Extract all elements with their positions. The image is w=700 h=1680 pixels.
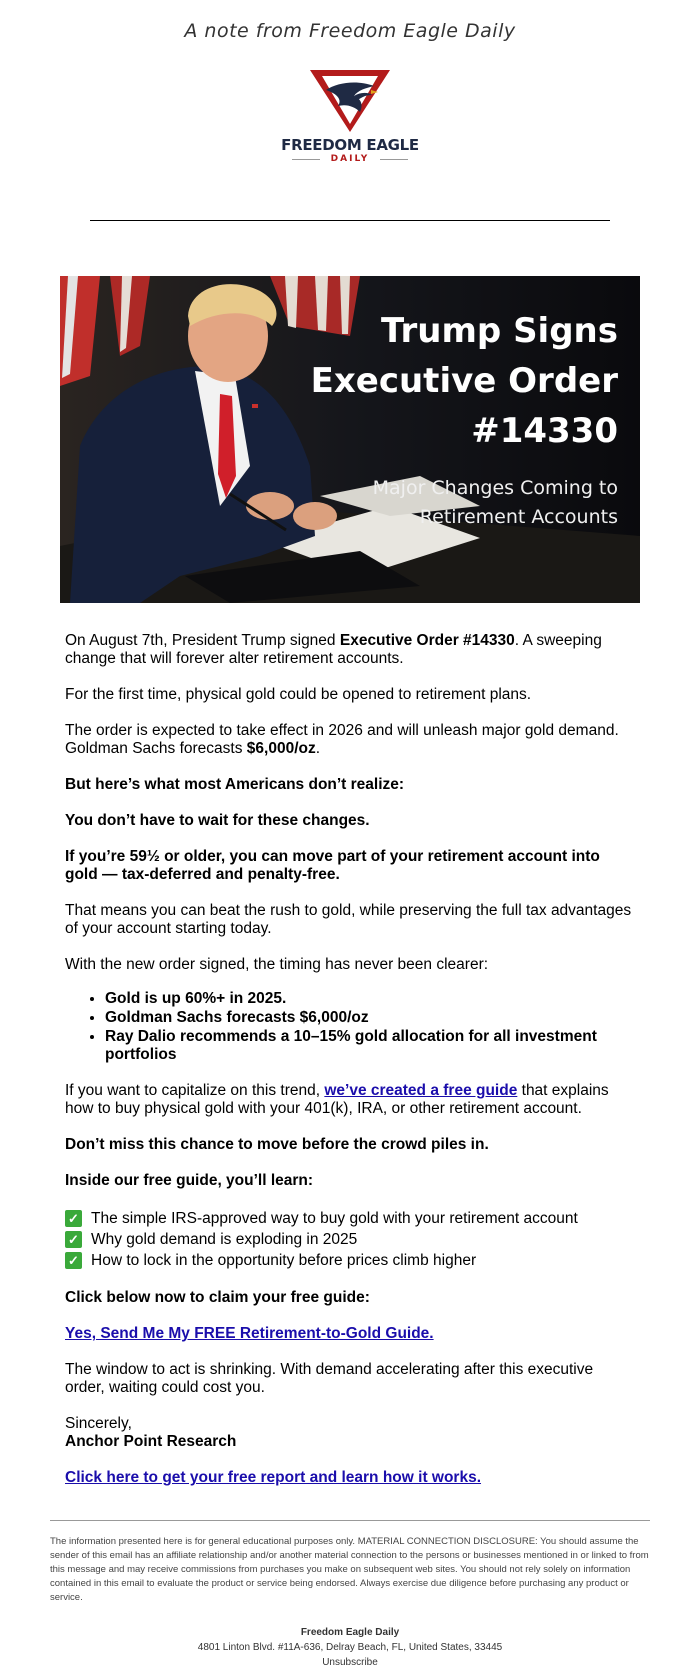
checklist <box>65 1208 635 1271</box>
check-text: The simple IRS-approved way to buy gold with your retirement account <box>91 1209 578 1227</box>
signature <box>65 1415 635 1451</box>
check-text: How to lock in the opportunity before prices climb higher <box>91 1251 477 1269</box>
hero-line-1: Trump Signs <box>381 311 618 351</box>
paragraph-forecast <box>65 722 635 758</box>
signer: Anchor Point Research <box>65 1433 237 1450</box>
signoff: Sincerely, <box>65 1415 132 1432</box>
list-item: • Gold is up 60%+ in 2025. <box>105 990 635 1008</box>
unsubscribe-link[interactable]: Unsubscribe <box>322 1657 378 1668</box>
eagle-shield-icon <box>308 68 392 134</box>
paragraph-dont-miss <box>65 1136 635 1154</box>
intro-text: On August 7th, President Trump signed <box>65 632 340 649</box>
paragraph-cta-1 <box>65 1325 635 1343</box>
hero-headline <box>311 306 618 532</box>
paragraph-age <box>65 848 635 884</box>
intro-text-end: . A sweeping change that will forever alter retirement accounts. <box>65 632 602 667</box>
list-item: • Goldman Sachs forecasts $6,000/oz <box>105 1009 635 1027</box>
header-divider <box>90 220 610 221</box>
wait-bold: You don’t have to wait for these changes. <box>65 812 370 829</box>
paragraph-window: The window to act is shrinking. With demand accelerating after this executive order, waiting could cost you. <box>65 1361 594 1396</box>
paragraph-timing: With the new order signed, the timing has never been clearer: <box>65 956 489 973</box>
inside-bold: Inside our free guide, you’ll learn: <box>65 1172 314 1189</box>
header-note: A note from Freedom Eagle Daily <box>184 20 516 42</box>
check-icon: ✓ <box>65 1210 82 1227</box>
intro-bold: Executive Order #14330 <box>339 632 515 649</box>
footer-address-block <box>0 1625 700 1670</box>
logo-divider-right <box>380 159 408 160</box>
list-item <box>65 1250 635 1271</box>
footer-divider <box>50 1520 650 1521</box>
list-item <box>65 1229 635 1250</box>
click-below-bold: Click below now to claim your free guide: <box>65 1289 370 1306</box>
freedom-eagle-logo <box>280 68 420 168</box>
bullet-list <box>105 990 635 1064</box>
paragraph-wait <box>65 812 635 830</box>
paragraph-cta-2 <box>65 1469 635 1487</box>
forecast-text: The order is expected to take effect in 2026 and will unleash major gold demand. Goldman Sachs forecasts <box>65 722 619 757</box>
list-item <box>65 1208 635 1229</box>
paragraph-guide <box>65 1082 635 1118</box>
paragraph-inside <box>65 1172 635 1190</box>
free-guide-link[interactable]: we’ve created a free guide <box>324 1082 518 1099</box>
footer-disclosure: The information presented here is for general educational purposes only. MATERIAL CONNECTION DISCLOSURE: You should assume the sender of this email has an affiliate relationship and/or another material connection to the persons or businesses mentioned in or linked to from this message and may receive commissions from purchases you make on subsequent web sites. You should not rely solely on information contained in this email to evaluate the product or service being endorsed. Always exercise due diligence before purchasing any product or service. <box>50 1536 649 1603</box>
hero-line-3: #14330 <box>471 411 618 451</box>
guide-text-end: that explains how to buy physical gold with your 401(k), IRA, or other retirement account. <box>65 1082 609 1117</box>
footer-company <box>0 1625 700 1640</box>
footer-address: 4801 Linton Blvd. #11A-636, Delray Beach, FL, United States, 33445 <box>197 1642 503 1653</box>
guide-text: If you want to capitalize on this trend, <box>65 1082 325 1099</box>
realize-bold: But here’s what most Americans don’t realize: <box>65 776 405 793</box>
list-item: • Ray Dalio recommends a 10–15% gold allocation for all investment portfolios <box>105 1028 635 1064</box>
hero-banner[interactable] <box>60 276 640 603</box>
hero-line-2: Executive Order <box>310 361 618 401</box>
paragraph-intro <box>65 632 635 668</box>
footer-unsubscribe-row <box>0 1655 700 1670</box>
paragraph-beat-rush: That means you can beat the rush to gold, while preserving the full tax advantages of your account starting today. <box>65 902 632 937</box>
email-body <box>65 632 635 1505</box>
logo-name: FREEDOM EAGLE <box>281 136 419 154</box>
forecast-bold: $6,000/oz <box>246 740 316 757</box>
check-icon: ✓ <box>65 1231 82 1248</box>
check-text: Why gold demand is exploding in 2025 <box>91 1230 358 1248</box>
hero-sub-line-1: Major Changes Coming to <box>372 477 618 499</box>
paragraph-click-below <box>65 1289 635 1307</box>
forecast-end: . <box>315 740 321 757</box>
free-report-link[interactable]: Click here to get your free report and learn how it works. <box>65 1469 482 1486</box>
check-icon: ✓ <box>65 1252 82 1269</box>
paragraph-realize <box>65 776 635 794</box>
hero-sub-line-2: Retirement Accounts <box>419 506 618 528</box>
age-bold: If you’re 59½ or older, you can move part of your retirement account into gold — tax-deferred and penalty-free. <box>65 848 600 883</box>
dont-miss-bold: Don’t miss this chance to move before the crowd piles in. <box>65 1136 489 1153</box>
paragraph-first-time: For the first time, physical gold could be opened to retirement plans. <box>65 686 532 703</box>
hero-subtitle <box>311 474 618 532</box>
logo-sub: DAILY <box>330 154 370 164</box>
free-guide-cta-link[interactable]: Yes, Send Me My FREE Retirement-to-Gold Guide. <box>65 1325 434 1342</box>
company-name: Freedom Eagle Daily <box>300 1627 400 1638</box>
